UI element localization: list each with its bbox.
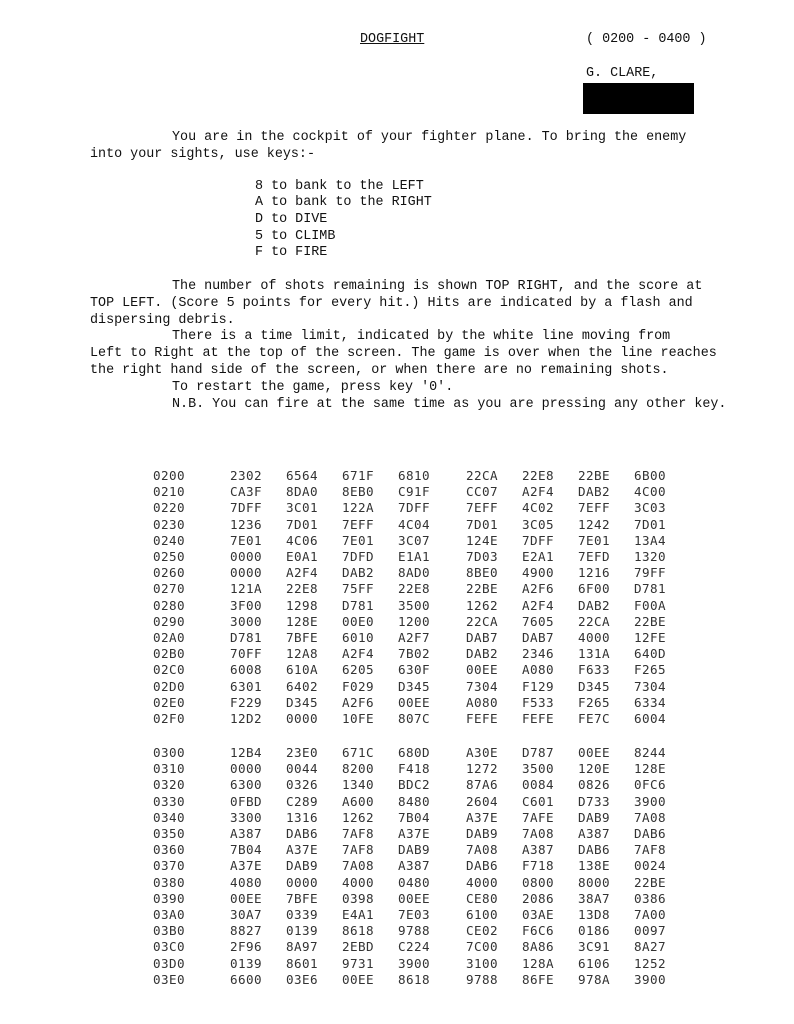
listing-word: 3900 (634, 793, 666, 809)
body-line: TOP LEFT. (Score 5 points for every hit.) Hits are indicated by a flash and (90, 296, 693, 311)
listing-word: D345 (398, 678, 430, 694)
listing-word: 7A08 (342, 858, 374, 874)
listing-word: E4A1 (342, 907, 374, 922)
listing-word: 0139 (286, 923, 318, 939)
listing-word: 3500 (522, 761, 554, 777)
listing-word: 0139 (230, 955, 262, 971)
listing-word: D781 (342, 597, 374, 613)
listing-address: 03E0 (153, 971, 185, 987)
listing-word: 3100 (466, 955, 498, 971)
listing-word: 86FE (522, 971, 554, 987)
listing-word: DAB9 (398, 842, 430, 858)
listing-word: 0000 (230, 549, 262, 564)
listing-word: F00A (634, 597, 666, 613)
listing-word: 9731 (342, 955, 374, 971)
listing-word: 2EBD (342, 939, 374, 955)
listing-word: 120E (578, 761, 610, 777)
listing-word: D781 (230, 630, 262, 645)
listing-word: 7E03 (398, 907, 430, 922)
listing-word: CC07 (466, 484, 498, 500)
listing-word: 6106 (578, 955, 610, 971)
listing-word: 7A08 (522, 826, 554, 841)
listing-word: 0FBD (230, 793, 262, 809)
listing-word: 7E01 (578, 532, 610, 548)
listing-word: F633 (578, 662, 610, 678)
listing-word: A387 (230, 826, 262, 841)
listing-word: 7B04 (230, 842, 262, 858)
listing-word: 640D (634, 646, 666, 662)
listing-word: 79FF (634, 565, 666, 581)
listing-word: 4000 (466, 874, 498, 890)
listing-word: 30A7 (230, 907, 262, 922)
listing-word: DAB9 (466, 826, 498, 841)
listing-word: CA3F (230, 484, 262, 500)
listing-word: 4900 (522, 565, 554, 581)
listing-word: D787 (522, 745, 554, 760)
listing-word: F029 (342, 678, 374, 694)
listing-word: DAB9 (578, 809, 610, 825)
listing-address: 0260 (153, 565, 185, 581)
listing-word: 8618 (342, 923, 374, 939)
body-line: To restart the game, press key '0'. (172, 380, 454, 395)
listing-word: 7C00 (466, 939, 498, 955)
listing-word: 7EFD (578, 549, 610, 564)
listing-word: 12B4 (230, 745, 262, 760)
listing-word: 6334 (634, 694, 666, 710)
listing-word: 1236 (230, 516, 262, 532)
listing-address: 02E0 (153, 694, 185, 710)
listing-word: A080 (522, 662, 554, 678)
listing-word: 22BE (578, 468, 610, 483)
listing-word: DAB7 (522, 630, 554, 645)
listing-word: 3000 (230, 613, 262, 629)
listing-word: 7D03 (466, 549, 498, 564)
listing-word: DAB6 (634, 826, 666, 841)
key-instruction: A to bank to the RIGHT (255, 195, 432, 210)
listing-word: 1316 (286, 809, 318, 825)
listing-word: 22CA (466, 613, 498, 629)
listing-word: A2F4 (522, 597, 554, 613)
listing-word: A2F7 (398, 630, 430, 645)
listing-address: 0390 (153, 890, 185, 906)
listing-word: 22E8 (522, 468, 554, 483)
listing-address: 03D0 (153, 955, 185, 971)
listing-word: 7D01 (466, 516, 498, 532)
listing-address: 0310 (153, 761, 185, 777)
redaction-box (583, 83, 694, 114)
listing-word: A37E (286, 842, 318, 858)
listing-address: 0200 (153, 468, 185, 483)
listing-word: 8000 (578, 874, 610, 890)
listing-word: F129 (522, 678, 554, 694)
listing-word: 0000 (230, 565, 262, 581)
key-instruction: F to FIRE (255, 245, 328, 260)
listing-address: 0250 (153, 549, 185, 564)
listing-word: F229 (230, 694, 262, 710)
listing-address: 0280 (153, 597, 185, 613)
key-instruction: D to DIVE (255, 212, 328, 227)
listing-word: 6205 (342, 662, 374, 678)
listing-word: A2F4 (522, 484, 554, 500)
listing-word: 8200 (342, 761, 374, 777)
listing-word: 6010 (342, 630, 374, 645)
listing-word: A387 (398, 858, 430, 874)
listing-word: 121A (230, 581, 262, 597)
listing-address: 02D0 (153, 678, 185, 694)
listing-word: 6004 (634, 711, 666, 726)
listing-word: D781 (634, 581, 666, 597)
listing-word: 0398 (342, 890, 374, 906)
listing-word: 13D8 (578, 907, 610, 922)
listing-word: 7D01 (634, 516, 666, 532)
listing-word: 0084 (522, 777, 554, 793)
listing-word: 7A00 (634, 907, 666, 922)
listing-word: 3F00 (230, 597, 262, 613)
listing-word: 22CA (578, 613, 610, 629)
listing-word: DAB6 (578, 842, 610, 858)
listing-word: 87A6 (466, 777, 498, 793)
body-line: dispersing debris. (90, 313, 235, 328)
listing-word: A387 (578, 826, 610, 841)
listing-word: FEFE (522, 711, 554, 726)
listing-word: 23E0 (286, 745, 318, 760)
listing-word: 00EE (466, 662, 498, 678)
listing-word: E1A1 (398, 549, 430, 564)
listing-address: 0320 (153, 777, 185, 793)
listing-word: 1216 (578, 565, 610, 581)
listing-word: F265 (578, 694, 610, 710)
listing-word: 7304 (466, 678, 498, 694)
listing-word: 12D2 (230, 711, 262, 726)
listing-word: 9788 (466, 971, 498, 987)
listing-word: 22BE (634, 613, 666, 629)
listing-address: 02A0 (153, 630, 185, 645)
listing-word: 1340 (342, 777, 374, 793)
listing-word: 3C05 (522, 516, 554, 532)
listing-word: D733 (578, 793, 610, 809)
listing-address: 0350 (153, 826, 185, 841)
listing-word: 0186 (578, 923, 610, 939)
intro-line: into your sights, use keys:- (90, 147, 315, 162)
listing-word: 9788 (398, 923, 430, 939)
listing-word: A600 (342, 793, 374, 809)
listing-word: 03E6 (286, 971, 318, 987)
listing-word: DAB2 (342, 565, 374, 581)
listing-word: 131A (578, 646, 610, 662)
listing-word: 8827 (230, 923, 262, 939)
listing-word: 0000 (286, 711, 318, 726)
listing-word: 6301 (230, 678, 262, 694)
listing-word: 0480 (398, 874, 430, 890)
body-line: The number of shots remaining is shown TOP RIGHT, and the score at (172, 279, 703, 294)
listing-word: 7DFF (398, 500, 430, 516)
listing-word: 8DA0 (286, 484, 318, 500)
listing-word: 6F00 (578, 581, 610, 597)
listing-word: 7DFD (342, 549, 374, 564)
listing-word: 7B04 (398, 809, 430, 825)
listing-address: 02F0 (153, 711, 185, 726)
listing-word: 0339 (286, 907, 318, 922)
listing-word: A30E (466, 745, 498, 760)
listing-word: DAB2 (578, 597, 610, 613)
listing-word: 7AF8 (634, 842, 666, 858)
listing-word: 1252 (634, 955, 666, 971)
listing-word: A2F6 (522, 581, 554, 597)
listing-address: 0300 (153, 745, 185, 760)
listing-word: A387 (522, 842, 554, 858)
listing-word: 7EFF (342, 516, 374, 532)
listing-address: 0360 (153, 842, 185, 858)
listing-word: 7605 (522, 613, 554, 629)
listing-word: C224 (398, 939, 430, 955)
listing-word: F418 (398, 761, 430, 777)
listing-word: 2F96 (230, 939, 262, 955)
listing-word: 7AF8 (342, 842, 374, 858)
listing-word: C91F (398, 484, 430, 500)
listing-word: 6B00 (634, 468, 666, 483)
listing-word: 8618 (398, 971, 430, 987)
listing-word: F265 (634, 662, 666, 678)
listing-word: 00EE (398, 890, 430, 906)
listing-word: DAB2 (466, 646, 498, 662)
listing-word: 22BE (466, 581, 498, 597)
listing-word: 03AE (522, 907, 554, 922)
listing-word: 7A08 (634, 809, 666, 825)
listing-word: 8BE0 (466, 565, 498, 581)
listing-word: CE80 (466, 890, 498, 906)
listing-word: 22BE (634, 874, 666, 890)
listing-word: A2F4 (286, 565, 318, 581)
listing-word: 2346 (522, 646, 554, 662)
listing-word: 0326 (286, 777, 318, 793)
listing-word: 610A (286, 662, 318, 678)
listing-word: D345 (578, 678, 610, 694)
listing-word: 00EE (578, 745, 610, 760)
listing-word: E2A1 (522, 549, 554, 564)
document-title: DOGFIGHT (360, 32, 425, 47)
listing-word: 7B02 (398, 646, 430, 662)
listing-word: 6100 (466, 907, 498, 922)
listing-word: 7BFE (286, 630, 318, 645)
listing-address: 02B0 (153, 646, 185, 662)
listing-word: 0826 (578, 777, 610, 793)
body-line: the right hand side of the screen, or when there are no remaining shots. (90, 363, 669, 378)
listing-word: 6810 (398, 468, 430, 483)
listing-word: 671F (342, 468, 374, 483)
listing-word: F533 (522, 694, 554, 710)
listing-word: 8AD0 (398, 565, 430, 581)
listing-word: 0386 (634, 890, 666, 906)
listing-word: 6402 (286, 678, 318, 694)
listing-word: E0A1 (286, 549, 318, 564)
listing-word: 3500 (398, 597, 430, 613)
listing-word: 6564 (286, 468, 318, 483)
listing-address: 03C0 (153, 939, 185, 955)
listing-word: 00EE (342, 971, 374, 987)
listing-address: 0380 (153, 874, 185, 890)
listing-word: 3C03 (634, 500, 666, 516)
listing-word: A080 (466, 694, 498, 710)
body-line: Left to Right at the top of the screen. The game is over when the line reaches (90, 346, 717, 361)
listing-word: 124E (466, 532, 498, 548)
listing-word: 8A97 (286, 939, 318, 955)
listing-word: 22E8 (398, 581, 430, 597)
listing-word: A37E (398, 826, 430, 841)
listing-word: 7DFF (230, 500, 262, 516)
listing-word: 4C04 (398, 516, 430, 532)
listing-word: 128E (286, 613, 318, 629)
listing-word: 6008 (230, 662, 262, 678)
listing-address: 03B0 (153, 923, 185, 939)
listing-word: 8A27 (634, 939, 666, 955)
listing-word: 4C06 (286, 532, 318, 548)
listing-word: 7D01 (286, 516, 318, 532)
listing-word: 0000 (286, 874, 318, 890)
listing-word: DAB6 (286, 826, 318, 841)
listing-address: 0290 (153, 613, 185, 629)
listing-word: 70FF (230, 646, 262, 662)
listing-word: C601 (522, 793, 554, 809)
listing-word: F6C6 (522, 923, 554, 939)
listing-word: 1242 (578, 516, 610, 532)
listing-word: 680D (398, 745, 430, 760)
listing-word: D345 (286, 694, 318, 710)
listing-word: 3900 (398, 955, 430, 971)
listing-word: FE7C (578, 711, 610, 726)
listing-word: A37E (466, 809, 498, 825)
key-instruction: 8 to bank to the LEFT (255, 179, 424, 194)
listing-word: C289 (286, 793, 318, 809)
listing-word: 7304 (634, 678, 666, 694)
address-range: ( 0200 - 0400 ) (586, 32, 707, 47)
listing-address: 02C0 (153, 662, 185, 678)
listing-word: 7DFF (522, 532, 554, 548)
listing-word: 00E0 (342, 613, 374, 629)
listing-word: 0800 (522, 874, 554, 890)
listing-word: 1298 (286, 597, 318, 613)
listing-word: 3300 (230, 809, 262, 825)
listing-word: 138E (578, 858, 610, 874)
listing-word: 4000 (578, 630, 610, 645)
listing-word: 10FE (342, 711, 374, 726)
listing-word: 38A7 (578, 890, 610, 906)
listing-word: 8244 (634, 745, 666, 760)
listing-word: A37E (230, 858, 262, 874)
listing-word: 4C00 (634, 484, 666, 500)
listing-word: 0044 (286, 761, 318, 777)
listing-word: DAB7 (466, 630, 498, 645)
listing-word: 4000 (342, 874, 374, 890)
body-line: There is a time limit, indicated by the white line moving from (172, 329, 671, 344)
listing-word: A2F4 (342, 646, 374, 662)
author-name: G. CLARE, (586, 66, 659, 81)
listing-word: 3900 (634, 971, 666, 987)
listing-word: 6300 (230, 777, 262, 793)
listing-word: 7AFE (522, 809, 554, 825)
listing-word: 978A (578, 971, 610, 987)
listing-word: DAB6 (466, 858, 498, 874)
listing-word: DAB9 (286, 858, 318, 874)
listing-word: 7AF8 (342, 826, 374, 841)
listing-address: 0270 (153, 581, 185, 597)
listing-word: A2F6 (342, 694, 374, 710)
listing-word: 1320 (634, 549, 666, 564)
listing-word: 12A8 (286, 646, 318, 662)
listing-word: 0097 (634, 923, 666, 939)
listing-word: 128E (634, 761, 666, 777)
listing-address: 0240 (153, 532, 185, 548)
listing-word: 0024 (634, 858, 666, 874)
listing-word: 7EFF (578, 500, 610, 516)
key-instruction: 5 to CLIMB (255, 229, 336, 244)
listing-word: 22CA (466, 468, 498, 483)
listing-word: 0000 (230, 761, 262, 777)
listing-word: F718 (522, 858, 554, 874)
listing-word: 2086 (522, 890, 554, 906)
listing-word: 1262 (466, 597, 498, 613)
listing-word: 3C01 (286, 500, 318, 516)
listing-word: 807C (398, 711, 430, 726)
listing-address: 0220 (153, 500, 185, 516)
listing-word: 1200 (398, 613, 430, 629)
listing-word: 12FE (634, 630, 666, 645)
listing-address: 0210 (153, 484, 185, 500)
listing-word: FEFE (466, 711, 498, 726)
listing-address: 0340 (153, 809, 185, 825)
listing-word: 7E01 (230, 532, 262, 548)
listing-word: 13A4 (634, 532, 666, 548)
listing-word: 6600 (230, 971, 262, 987)
listing-word: 00EE (398, 694, 430, 710)
listing-word: BDC2 (398, 777, 430, 793)
listing-word: 1262 (342, 809, 374, 825)
listing-word: 22E8 (286, 581, 318, 597)
listing-word: 630F (398, 662, 430, 678)
listing-word: 8A86 (522, 939, 554, 955)
listing-word: 2604 (466, 793, 498, 809)
listing-word: 3C07 (398, 532, 430, 548)
listing-word: 7EFF (466, 500, 498, 516)
listing-word: DAB2 (578, 484, 610, 500)
body-line: N.B. You can fire at the same time as you are pressing any other key. (172, 397, 727, 412)
listing-word: 3C91 (578, 939, 610, 955)
listing-word: 122A (342, 500, 374, 516)
listing-word: 8EB0 (342, 484, 374, 500)
listing-word: 00EE (230, 890, 262, 906)
listing-word: 2302 (230, 468, 262, 483)
listing-word: CE02 (466, 923, 498, 939)
listing-word: 7A08 (466, 842, 498, 858)
listing-address: 0370 (153, 858, 185, 874)
listing-address: 0230 (153, 516, 185, 532)
listing-word: 128A (522, 955, 554, 971)
listing-address: 0330 (153, 793, 185, 809)
listing-word: 4080 (230, 874, 262, 890)
listing-word: 7E01 (342, 532, 374, 548)
listing-word: 671C (342, 745, 374, 760)
listing-word: 8480 (398, 793, 430, 809)
listing-word: 0FC6 (634, 777, 666, 793)
listing-address: 03A0 (153, 907, 185, 922)
intro-line: You are in the cockpit of your fighter plane. To bring the enemy (172, 130, 687, 145)
listing-word: 75FF (342, 581, 374, 597)
listing-word: 8601 (286, 955, 318, 971)
listing-word: 4C02 (522, 500, 554, 516)
listing-word: 1272 (466, 761, 498, 777)
listing-word: 7BFE (286, 890, 318, 906)
